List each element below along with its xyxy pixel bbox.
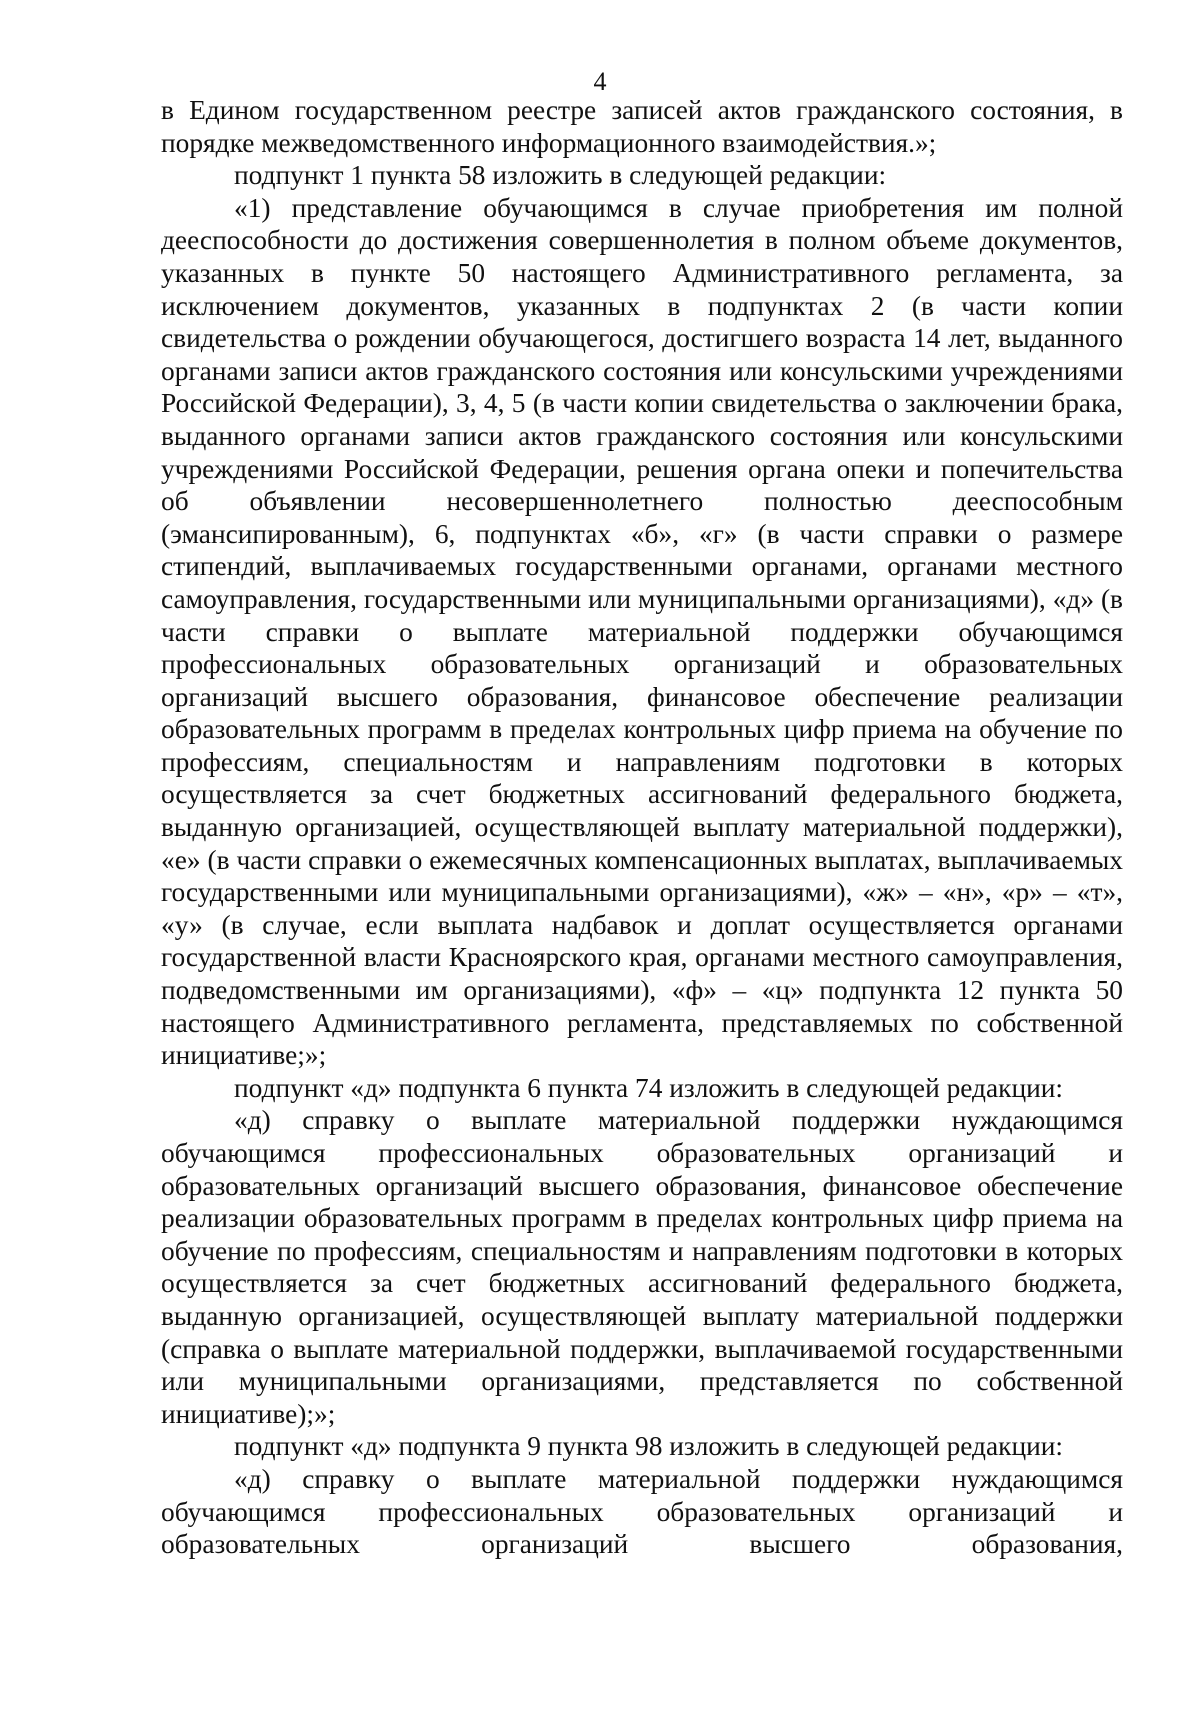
paragraph-amendment-74: «д) справку о выплате материальной поддержки нуждающимся обучающимся профессиональных образовательных организаций и образовательных организаций высшего образования, финансовое обеспечение реализации образовательных программ в пределах контрольных цифр приема на обучение по профессиям, специальностям и направлениям подготовки в которых осуществляется за счет бюджетных ассигнований федерального бюджета, выданную организацией, осуществляющей выплату материальной поддержки (справка о выплате материальной поддержки, выплачиваемой государственными или муниципальными организациями, представляется по собственной инициативе);»; (161, 1105, 1123, 1429)
document-body (161, 94, 1123, 1561)
paragraph-instruction-58: подпункт 1 пункта 58 изложить в следующей редакции: (234, 160, 887, 191)
paragraph-amendment-58: «1) представление обучающимся в случае приобретения им полной дееспособности до достижения совершеннолетия в полном объеме документов, указанных в пункте 50 настоящего Административного регламента, за исключением документов, указанных в подпунктах 2 (в части копии свидетельства о рождении обучающегося, достигшего возраста 14 лет, выданного органами записи актов гражданского состояния или консульскими учреждениями Российской Федерации), 3, 4, 5 (в части копии свидетельства о заключении брака, выданного органами записи актов гражданского состояния или консульскими учреждениями Российской Федерации, решения органа опеки и попечительства об объявлении несовершеннолетнего полностью дееспособным (эмансипированным), 6, подпунктах «б», «г» (в части справки о размере стипендий, выплачиваемых государственными органами, органами местного самоуправления, государственными или муниципальными организациями), «д» (в части справки о выплате материальной поддержки обучающимся профессиональных образовательных организаций и образовательных организаций высшего образования, финансовое обеспечение реализации образовательных программ в пределах контрольных цифр приема на обучение по профессиям, специальностям и направлениям подготовки в которых осуществляется за счет бюджетных ассигнований федерального бюджета, выданную организацией, осуществляющей выплату материальной поддержки), «е» (в части справки о ежемесячных компенсационных выплатах, выплачиваемых государственными или муниципальными организациями), «ж» – «н», «р» – «т», «у» (в случае, если выплата надбавок и доплат осуществляется органами государственной власти Красноярского края, органами местного самоуправления, подведомственными им организациями), «ф» – «ц» подпункта 12 пункта 50 настоящего Административного регламента, представляемых по собственной инициативе;»; (161, 192, 1123, 1071)
paragraph-instruction-74: подпункт «д» подпункта 6 пункта 74 изложить в следующей редакции: (234, 1072, 1064, 1103)
paragraph-continuation: в Едином государственном реестре записей актов гражданского состояния, в порядке межведомственного информационного взаимодействия.»; (161, 95, 1123, 158)
page-number: 4 (593, 67, 607, 96)
paragraph-amendment-98: «д) справку о выплате материальной поддержки нуждающимся обучающимся профессиональных образовательных организаций и образовательных организаций высшего образования, (161, 1463, 1123, 1560)
paragraph-instruction-98: подпункт «д» подпункта 9 пункта 98 изложить в следующей редакции: (234, 1431, 1064, 1462)
